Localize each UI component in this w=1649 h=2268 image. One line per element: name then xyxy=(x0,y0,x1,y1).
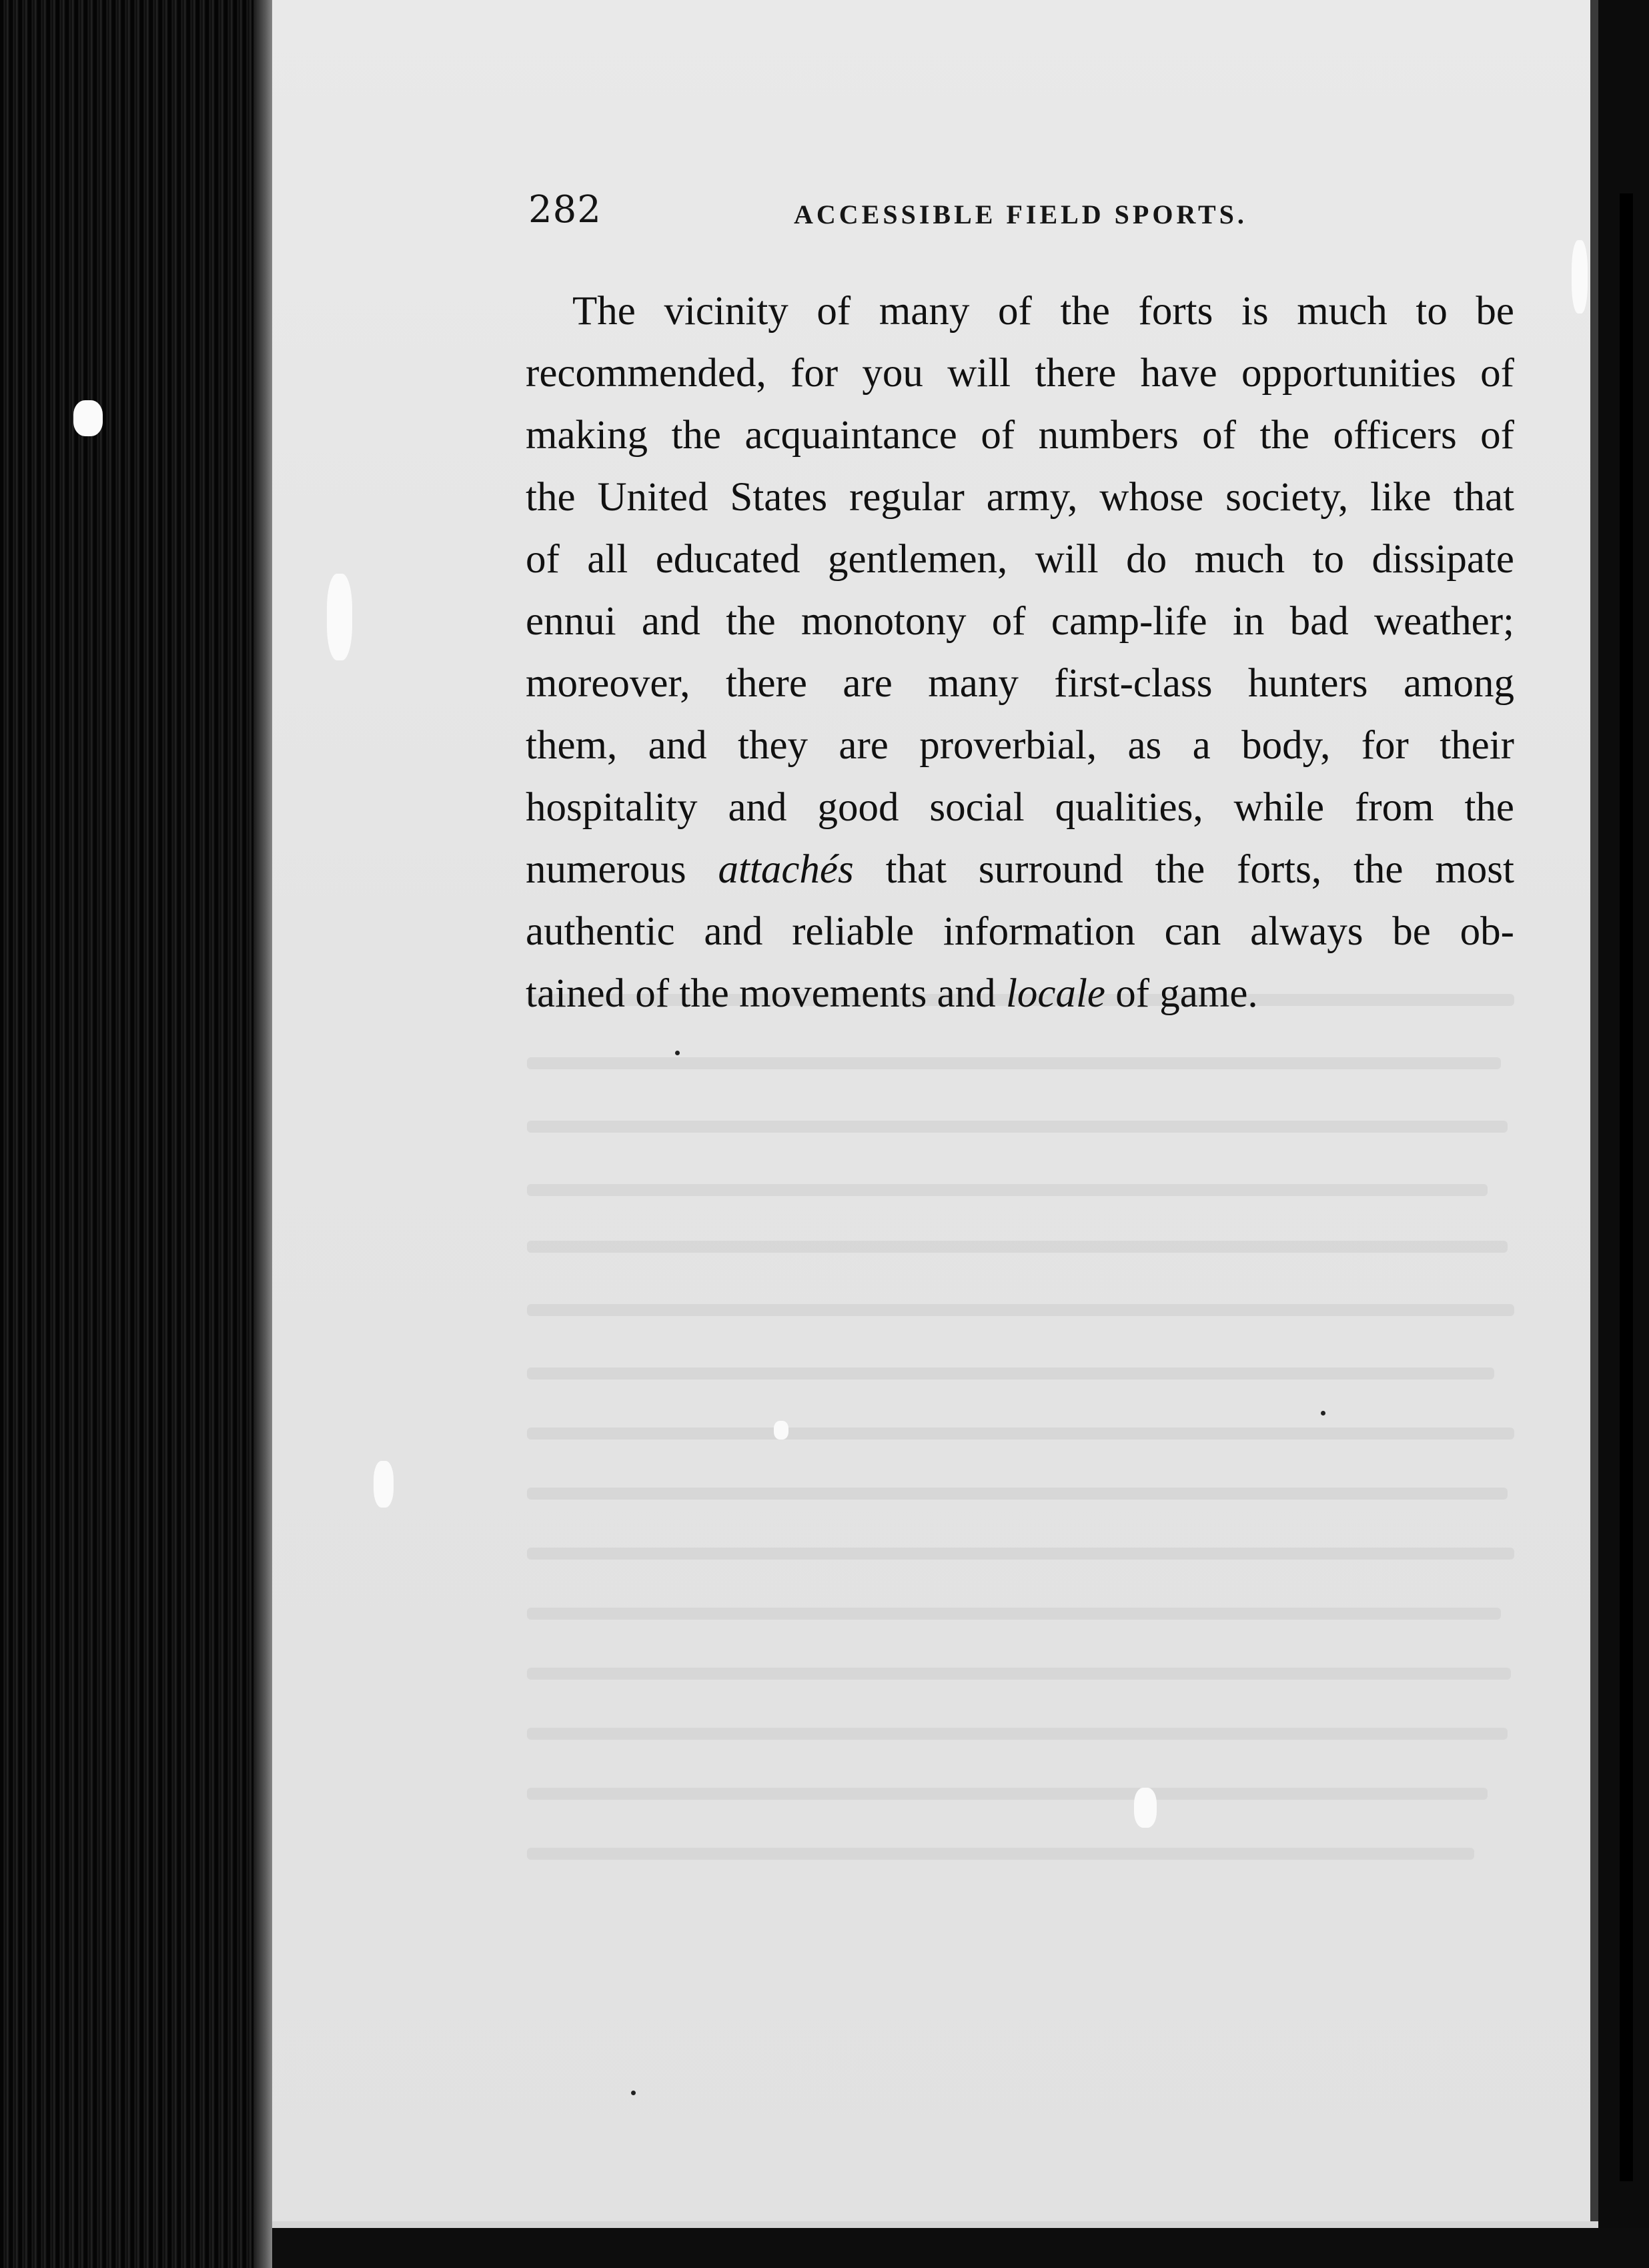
text-span: of game. xyxy=(1105,971,1258,1016)
bleed-through-line xyxy=(527,1428,1514,1440)
text-line: hospitality and good social qualities, while from the xyxy=(526,785,1514,830)
text-line xyxy=(526,838,1514,901)
bleed-through-line xyxy=(527,1788,1488,1800)
page-number: 282 xyxy=(528,188,602,231)
bleed-through-line xyxy=(527,1488,1508,1500)
page-edge-highlight xyxy=(253,0,273,2268)
text-span: tained of the movements and xyxy=(526,971,1006,1016)
italic-word: locale xyxy=(1005,971,1105,1016)
bleed-through-line xyxy=(527,1608,1501,1620)
bleed-through-line xyxy=(527,1304,1514,1316)
book-edge xyxy=(0,0,273,2268)
right-page-edge xyxy=(1590,0,1598,2221)
scan-speck xyxy=(374,1461,394,1508)
bleed-through-line xyxy=(527,1184,1488,1196)
scan-dot xyxy=(1321,1411,1325,1415)
scan-dot xyxy=(675,1051,680,1055)
scan-speck xyxy=(1134,1788,1157,1828)
scan-speck xyxy=(73,400,103,436)
scan-dot xyxy=(631,2091,636,2095)
bleed-through-line xyxy=(527,1848,1474,1860)
scan-speck xyxy=(1572,240,1588,314)
bleed-through-line xyxy=(527,1548,1514,1560)
bleed-through-line xyxy=(527,1121,1508,1133)
scan-speck xyxy=(327,574,352,660)
text-span: numerous xyxy=(526,847,718,892)
bleed-through-line xyxy=(527,1057,1501,1069)
bottom-dark-margin xyxy=(272,2228,1649,2268)
right-black-bar xyxy=(1620,193,1633,2181)
bleed-through-line xyxy=(527,1241,1508,1253)
italic-word: attachés xyxy=(718,847,854,892)
running-head: ACCESSIBLE FIELD SPORTS. xyxy=(794,199,1247,229)
text-line: recommended, for you will there have opportunities of xyxy=(526,351,1514,396)
text-line: the United States regular army, whose society, like that xyxy=(526,475,1514,520)
text-line: authentic and reliable information can always be ob- xyxy=(526,909,1514,954)
text-line: ennui and the monotony of camp-life in bad weather; xyxy=(526,599,1514,644)
scan-speck xyxy=(774,1421,788,1440)
text-line: them, and they are proverbial, as a body, for their xyxy=(526,723,1514,768)
text-span: that surround the forts, the most xyxy=(853,847,1514,892)
body-paragraph xyxy=(526,280,1514,1025)
bleed-through-line xyxy=(527,1367,1494,1379)
bleed-through-line xyxy=(527,1728,1508,1740)
text-line: moreover, there are many first-class hunters among xyxy=(526,661,1514,706)
text-line: The vicinity of many of the forts is much to be xyxy=(572,289,1514,334)
text-line xyxy=(526,963,1514,1025)
bleed-through-line xyxy=(527,1668,1511,1680)
text-line: making the acquaintance of numbers of the officers of xyxy=(526,413,1514,458)
text-line: of all educated gentlemen, will do much to dissipate xyxy=(526,537,1514,582)
